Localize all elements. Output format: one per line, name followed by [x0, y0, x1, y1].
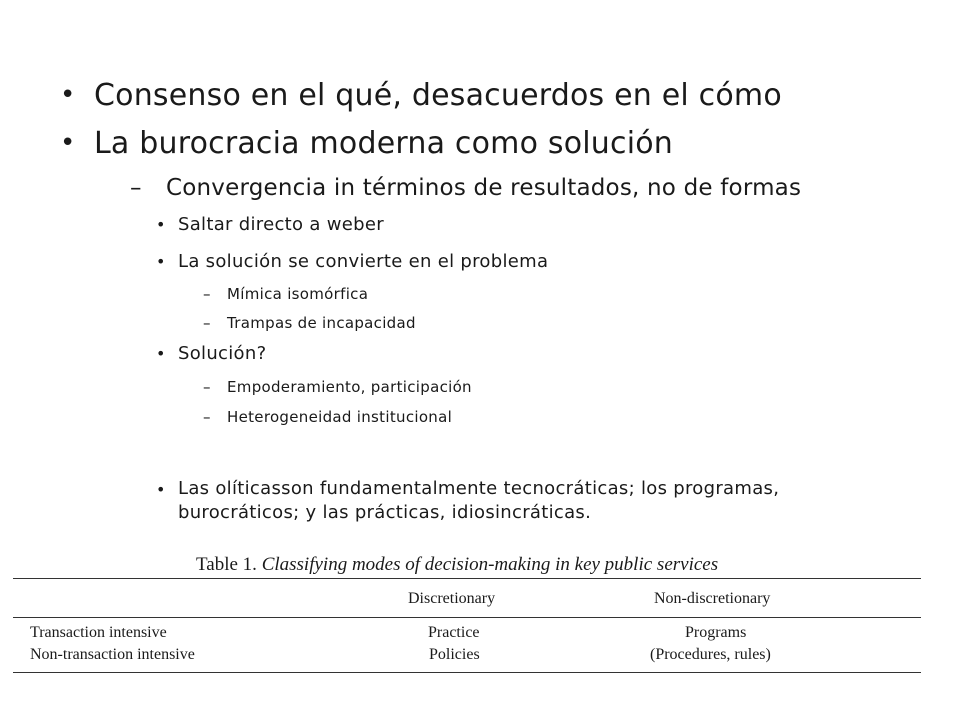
subbullet-trampas [203, 314, 416, 332]
subbullet-text: La solución se convierte en el problema [178, 251, 549, 272]
table-cell: Policies [429, 646, 480, 663]
dash-marker: – [203, 314, 211, 332]
dash-marker: – [203, 408, 211, 426]
table-caption [196, 554, 718, 576]
bullet-marker: • [60, 128, 76, 158]
bullet-burocracia [60, 126, 673, 161]
bullet-marker: • [156, 344, 166, 363]
table-bottom-rule [13, 672, 921, 673]
table-row-label: Transaction intensive [30, 624, 167, 641]
table-cell: Programs [685, 624, 747, 641]
subbullet-text: Trampas de incapacidad [227, 314, 416, 332]
table-top-rule [13, 578, 921, 579]
table-cell: Practice [428, 624, 480, 641]
subbullet-solucion-problema [156, 251, 548, 272]
bullet-marker: • [156, 252, 166, 271]
subbullet-heterogeneidad [203, 408, 452, 426]
subbullet-text: Convergencia in términos de resultados, no de formas [166, 175, 802, 201]
table-header-non-discretionary: Non-discretionary [654, 590, 771, 607]
dash-marker: – [130, 175, 142, 201]
subbullet-text: Las olíticasson fundamentalmente tecnocráticas; los programas, burocráticos; y las prácticas, idiosincráticas. [178, 478, 780, 523]
table-caption-label: Table 1. [196, 554, 257, 575]
subbullet-empoderamiento [203, 378, 472, 396]
subbullet-text: Heterogeneidad institucional [227, 408, 453, 426]
bullet-marker: • [156, 480, 166, 499]
bullet-marker: • [156, 215, 166, 234]
table-cell: (Procedures, rules) [650, 646, 771, 663]
subbullet-politicas [156, 477, 858, 525]
dash-marker: – [203, 378, 211, 396]
bullet-text: Consenso en el qué, desacuerdos en el cómo [94, 78, 782, 113]
subbullet-saltar [156, 214, 384, 235]
subbullet-solucion [156, 343, 266, 364]
subbullet-text: Mímica isomórfica [227, 285, 369, 303]
subbullet-text: Saltar directo a weber [178, 214, 384, 235]
bullet-text: La burocracia moderna como solución [94, 126, 673, 161]
subbullet-text: Empoderamiento, participación [227, 378, 472, 396]
subbullet-text: Solución? [178, 343, 267, 364]
bullet-marker: • [60, 80, 76, 110]
table-caption-title: Classifying modes of decision-making in key public services [261, 554, 719, 575]
table-header-discretionary: Discretionary [408, 590, 496, 607]
table-row-label: Non-transaction intensive [30, 646, 195, 663]
subbullet-mimica [203, 285, 368, 303]
bullet-consenso [60, 78, 782, 113]
table-header-rule [13, 617, 921, 618]
subbullet-convergencia [130, 175, 801, 201]
dash-marker: – [203, 285, 211, 303]
